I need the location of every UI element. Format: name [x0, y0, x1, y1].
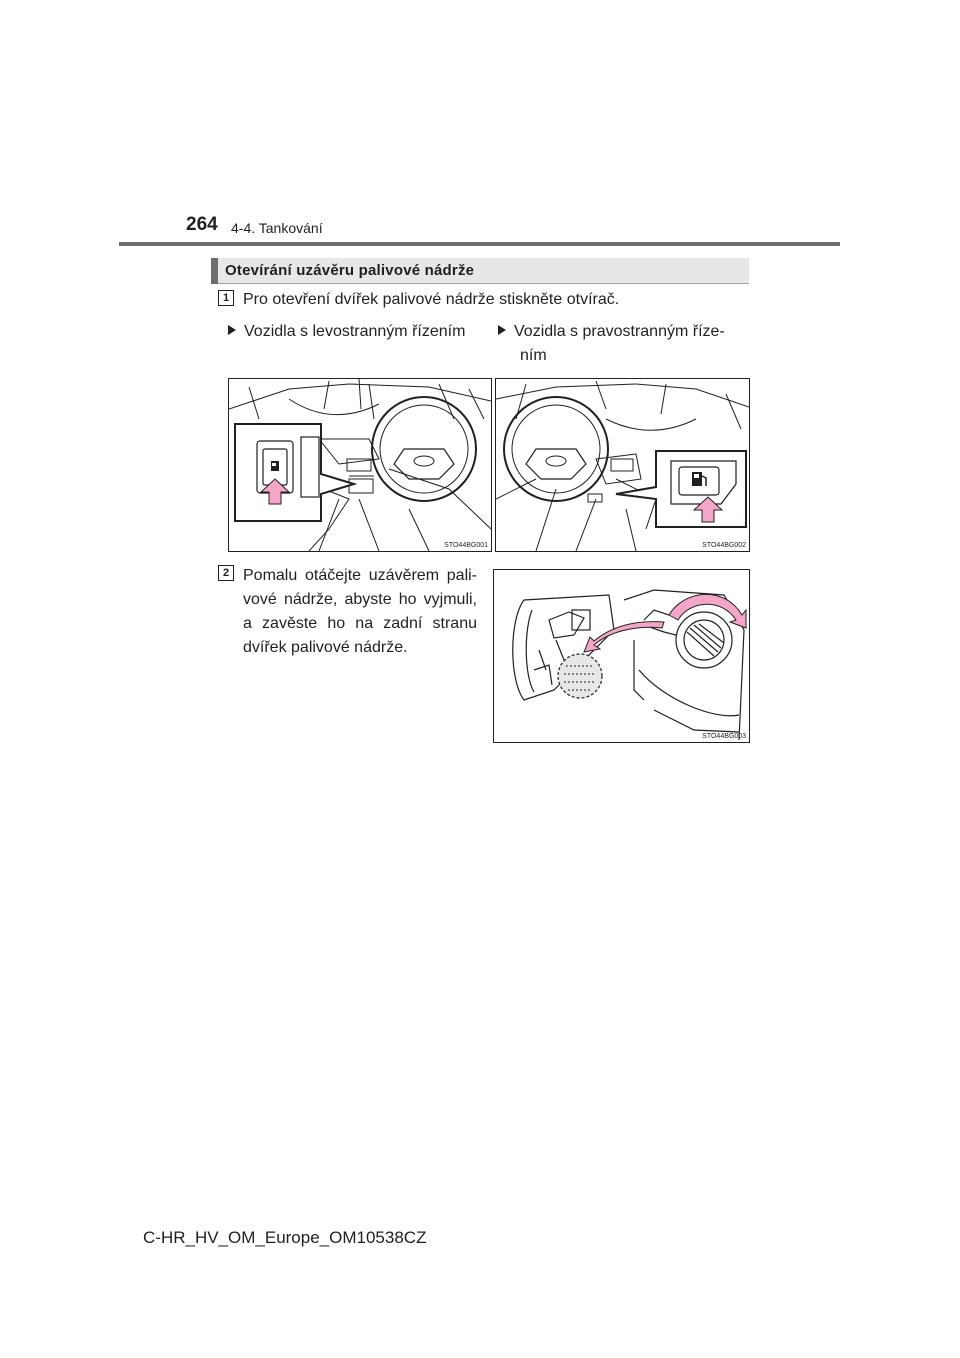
section-title: Otevírání uzávěru palivové nádrže	[225, 262, 475, 279]
section-heading-bar	[211, 258, 749, 284]
left-hand-drive-label: Vozidla s levostranným řízením	[228, 320, 465, 344]
fuel-cap-illustration	[494, 570, 749, 742]
step-1-text: Pro otevření dvířek palivové nádrže stiskněte otvírač.	[243, 291, 620, 308]
figure-code-1: STO44BG001	[444, 542, 488, 549]
lhd-dashboard-illustration	[229, 379, 491, 551]
rhd-dashboard-illustration	[496, 379, 749, 551]
chapter-title: 4-4. Tankování	[231, 220, 323, 236]
header-rule	[119, 242, 840, 246]
bullet-triangle-icon	[228, 325, 236, 335]
figure-code-2: STO44BG002	[702, 542, 746, 549]
step-1-badge: 1	[218, 290, 234, 306]
step-2-text: Pomalu otáčejte uzávěrem pali- vové nádrže, abyste ho vyjmuli, a zavěste ho na zadní stranu dvířek palivové nádrže.	[243, 567, 477, 656]
figure-rhd-fuel-opener	[495, 378, 750, 552]
figure-lhd-fuel-opener	[228, 378, 492, 552]
move-arrow-icon	[584, 622, 664, 652]
bullet-triangle-icon	[498, 325, 506, 335]
fuel-pump-icon	[271, 461, 279, 471]
section-tab-marker	[211, 258, 218, 284]
page-number: 264	[186, 214, 218, 235]
right-hand-drive-label: Vozidla s pravostranným říze- ním	[498, 320, 750, 368]
figure-code-3: STO44BG003	[702, 733, 746, 740]
figure-fuel-cap-removal	[493, 569, 750, 743]
step-2-badge: 2	[218, 565, 234, 581]
rotate-arrow-icon	[669, 594, 746, 628]
document-id-footer: C-HR_HV_OM_Europe_OM10538CZ	[143, 1228, 427, 1247]
